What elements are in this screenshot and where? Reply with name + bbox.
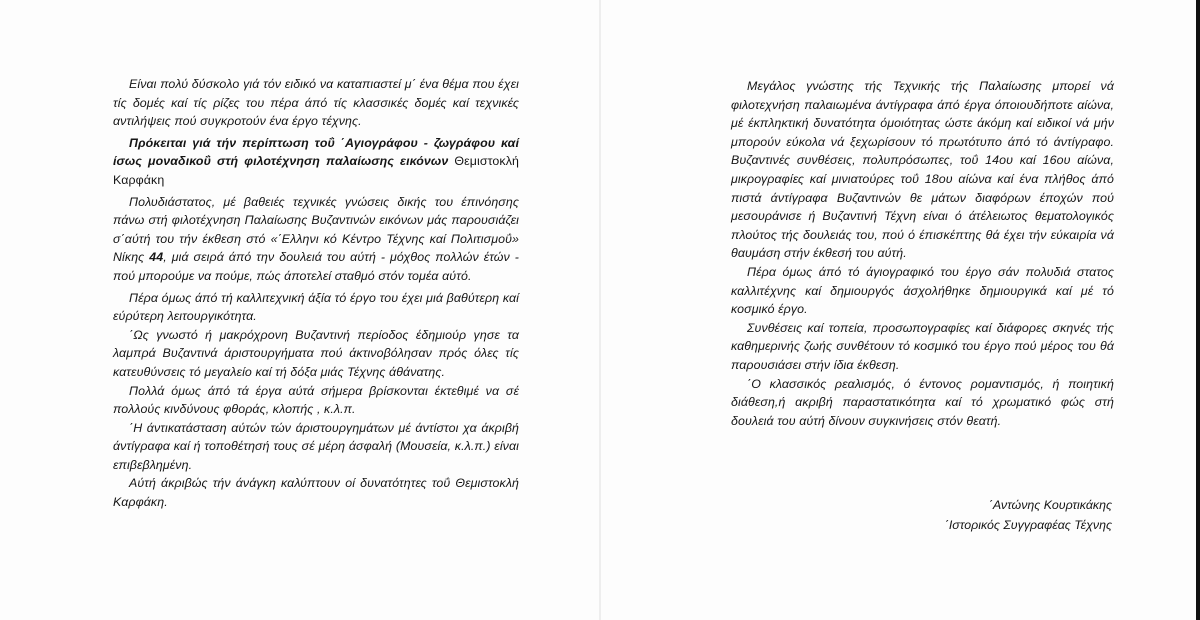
paragraph-artistic-value: Πέρα όμως άπό τή καλλιτεχνική άξία τό έργο του έχει μιά βαθύτερη καί εύρύτερη λειτουργικότητα. xyxy=(113,290,519,324)
paragraph-intro: Είναι πολύ δύσκολο γιά τόν ειδικό να καταπιαστεί μ΄ ένα θέμα που έχει τίς δομές καί τίς ρίζες του πέρα άπό τίς κλασσικές δομές καί τεχνικές αντιλήψεις πού συγκροτούν ένα έργο τέχνης. xyxy=(113,77,519,129)
paragraph-exhibition xyxy=(113,193,519,286)
paragraph-replacement: ΄Η άντικατάσταση αύτών τών άριστουργημάτων μέ άντίστοι χα άκριβή άντίγραφα καί ή τοποθέτησή τους σέ μέρη άσφαλή (Μουσεία, κ.λ.π.) είναι επιβεβλημένη. xyxy=(113,420,519,472)
signature-author-name: ΄Αντώνης Κουρτικάκης xyxy=(988,498,1112,512)
artist-name: Θεμιστοκλή Καρφάκη xyxy=(113,154,519,187)
exhibition-text-before: Πολυδιάστατος, μέ βαθειές τεχνικές γνώσεις δικής του έπινόησης πάνω στή φιλοτέχνηση Παλαίωσης Βυζαντινών εικόνων μάς παρουσιάζει σ΄αύτή του τήν έκθεση στό «΄Ελληνι κό Κέντρο Τέχνης καί Πολιτισμοΰ» Νίκης xyxy=(113,194,519,265)
paragraph-conclusion: Αύτή άκριβώς τήν άνάγκη καλύπτουν οί δυνατότητες τοΰ Θεμιστοκλή Καρφάκη. xyxy=(113,476,519,510)
right-page xyxy=(600,0,1200,620)
paragraph-realism: ΄Ο κλασσικός ρεαλισμός, ό έντονος ρομαντισμός, ή ποιητική διάθεση,ή ακριβή παραστατικότητα καί τό χρωματικό φώς στή δουλειά του αύτή δίνουν συγκινήσεις στόν θεατή. xyxy=(731,376,1114,428)
left-text-column xyxy=(113,75,519,512)
exhibition-text-after: , μιά σειρά άπό την δουλειά του αύτή - μόχθος πολλών έτών - πού μπορούμε να πούμε, πώς άποτελεί σταθμό στόν τομέα αύτό. xyxy=(113,250,519,283)
right-text-column xyxy=(731,77,1114,430)
scan-edge xyxy=(1196,0,1200,620)
paragraph-byzantine-period: ΄Ως γνωστό ή μακρόχρονη Βυζαντινή περίοδος έδημιούρ γησε τα λαμπρά Βυζαντινά άριστουργήματα πού άκτινοβόλησαν πρός όλες τίς κατευθύνσεις τό μεγαλείο καί τή δόξα μιάς Τέχνης άθάνατης. xyxy=(113,327,519,379)
bold-lead-text: Πρόκειται γιά τήν περίπτωση τοΰ ΄Αγιογράφου - ζωγράφου καί ίσως μοναδικοΰ στή φιλοτέχνηση παλαίωσης εικόνων xyxy=(113,135,519,169)
paragraph-artist-introduction xyxy=(113,134,519,190)
signature-author-title: ΄Ιστορικός Συγγραφέας Τέχνης xyxy=(944,518,1112,532)
paragraph-secular-work: Πέρα όμως άπό τό άγιογραφικό του έργο σάν πολυδιά στατος καλλιτέχνης καί δημιουργός άσχολήθηκε δημιουργικά καί μέ τό κοσμικό έργο. xyxy=(731,264,1114,317)
paragraph-compositions: Συνθέσεις καί τοπεία, προσωπογραφίες καί διάφορες σκηνές τής καθημερινής ζωής συνθέτουν τό κοσμικό του έργο πού μέρος του θά παρουσιάσει στήν ίδια έκθεση. xyxy=(731,320,1114,372)
paragraph-copy-expertise: Μεγάλος γνώστης τής Τεχνικής τής Παλαίωσης μπορεί νά φιλοτεχνήση παλαιωμένα άντίγραφα άπό έργα όποιουδήποτε αίώνα, μέ έκπληκτική δυνατότητα όμοιότητας ώστε άκόμη καί ειδικοί νά μήν μπορούν εύκολα νά ξεχωρίσουν τό πρωτότυπο άπό τό άντίγραφο. Βυζαντινές συνθέσεις, πολυπρόσωπες, τοΰ 14ου καί 16ου αίώνα, μικρογραφίες καί μινιατούρες τοΰ 18ου αίώνα καί ένα πλήθος άπό πιστά άντίγραφα Βυζαντινών θε μάτων διαφόρων έποχών πού μεσουράνισε ή Βυζαντινή Τέχνη είναι ό άτέλειωτος θεματολογικός πλούτος τής δουλειάς του, πού ό έπισκέπτης θά έχει τήν εύκαιρία νά θαυμάση στήν έκθεσή του αύτή. xyxy=(731,79,1114,261)
paragraph-risks: Πολλά όμως άπό τά έργα αύτά σήμερα βρίσκονται έκτεθιμέ να σέ πολλούς κινδύνους φθοράς, κλοπής , κ.λ.π. xyxy=(113,383,519,417)
street-number: 44 xyxy=(149,250,164,265)
